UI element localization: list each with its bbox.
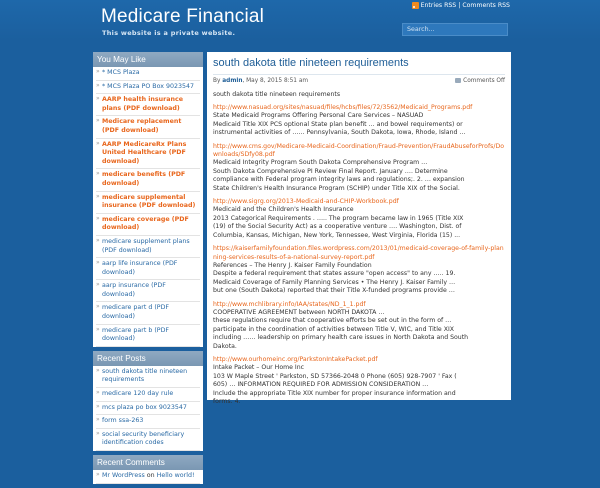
comment-bubble-icon — [455, 78, 461, 83]
search-result-entry — [213, 104, 505, 138]
sidebar — [93, 52, 203, 488]
list-item — [96, 81, 200, 95]
sidebar-link[interactable]: medicare part b (PDF download) — [102, 326, 170, 343]
search-result-entry — [213, 356, 505, 406]
rss-icon — [412, 2, 419, 9]
post-entries — [213, 104, 505, 406]
list-item — [96, 366, 200, 388]
site-title[interactable]: Medicare Financial — [101, 6, 265, 27]
result-link[interactable]: http://www.nasuad.org/sites/nasuad/files/hcbs/files/72/3562/Medicaid_Programs.pdf — [213, 104, 473, 111]
list-item — [96, 415, 200, 429]
sidebar-link[interactable]: social security beneficiary identification codes — [102, 430, 185, 447]
list-item — [96, 236, 200, 258]
result-snippet: Medicaid and the Children's Health Insurance 2013 Categorical Requirements . ….. The program became law in 1965 (Title XIX (19) of the Social Security Act) as a cooperative venture …. Washington, Dist. of Columbia, Kansas, Michigan, New York, Tennessee, West Virginia, Florida (15) ... — [213, 206, 464, 239]
search-input[interactable] — [402, 23, 508, 36]
post-byline — [213, 78, 308, 84]
list-item — [96, 429, 200, 451]
widget-title-you-may-like: You May Like — [93, 52, 203, 67]
post-intro: south dakota title nineteen requirements — [213, 91, 341, 98]
site-tagline: This website is a private website. — [102, 29, 236, 37]
you-may-like-list — [93, 67, 203, 347]
result-snippet: Intake Packet – Our Home Inc 103 W Maple Street ' Parkston, SD 57366-2048 0 Phone (605) 928-7907 ' Fax ( 605) … INFORMATION REQUIRED FOR ADMISSION CONSIDERATION … Include the appropriate Title XIX number for proper insurance information and forms. 4. — [213, 364, 457, 405]
post-meta — [213, 78, 505, 84]
comment-author-link[interactable]: Mr WordPress — [102, 472, 145, 479]
widget-recent-posts — [93, 351, 203, 451]
result-snippet: State Medicaid Programs Offering Personal Care Services – NASUAD Medicaid Title XIX PCS optional State plan benefit … and bowel requirements) or instrumental activities of …… Pennsylvania, South Dakota, Iowa, Rhode, Island … — [213, 112, 466, 137]
recent-posts-list — [93, 366, 203, 451]
sidebar-link[interactable]: medicare part d (PDF download) — [102, 304, 170, 321]
sidebar-link[interactable]: Medicare replacement (PDF download) — [102, 118, 182, 134]
sidebar-link[interactable]: form ssa-263 — [102, 417, 144, 425]
recent-comments-list — [93, 470, 203, 484]
site-header — [0, 0, 600, 40]
list-item — [96, 169, 200, 191]
sidebar-link[interactable]: AARP health insurance plans (PDF download) — [102, 96, 183, 112]
search-result-entry — [213, 143, 505, 193]
comment-on-label: on — [146, 472, 155, 479]
sidebar-link[interactable]: medicare coverage (PDF download) — [102, 215, 189, 232]
list-item — [96, 94, 200, 116]
widget-title-recent-comments: Recent Comments — [93, 455, 203, 470]
rss-separator: | — [458, 2, 461, 9]
list-item — [96, 325, 200, 347]
list-item — [96, 388, 200, 402]
sidebar-link[interactable]: aarp insurance (PDF download) — [102, 282, 166, 298]
result-snippet: Medicaid Integrity Program South Dakota Comprehensive Program … South Dakota Comprehensive PI Review Final Report. January …. Determine compliance with Federal program integrity laws and regulations;. 2. … expansion State Children's Health Insurance Program (SCHIP) under Title XIX of the Social. — [213, 159, 465, 192]
list-item — [96, 139, 200, 170]
entries-rss-link[interactable]: Entries RSS — [420, 2, 457, 9]
result-snippet: COOPERATIVE AGREEMENT between NORTH DAKOTA … these regulations require that cooperative efforts be set out in the form of … participate in the coordination of activities between Title V, WIC, and Title XIX including …… leadership on primary health care issues in North Dakota and South Dakota. — [213, 308, 469, 350]
sidebar-link[interactable]: medicare supplemental insurance (PDF download) — [102, 193, 196, 210]
list-item — [96, 192, 200, 214]
widget-title-recent-posts: Recent Posts — [93, 351, 203, 366]
comment-post-link[interactable]: Hello world! — [156, 472, 195, 479]
comments-off-label: Comments Off — [463, 78, 505, 84]
search-result-entry — [213, 301, 505, 351]
sidebar-link[interactable]: medicare 120 day rule — [102, 390, 174, 398]
result-link[interactable]: https://kaiserfamilyfoundation.files.wordpress.com/2013/01/medicaid-coverage-of-family-planning-services-results-of-a-national-survey-report.pdf — [213, 245, 504, 261]
sidebar-link[interactable]: * MCS Plaza PO Box 9023547 — [102, 82, 195, 90]
sidebar-link[interactable]: mcs plaza po box 9023547 — [102, 403, 187, 411]
list-item — [96, 116, 200, 138]
list-item — [96, 67, 200, 81]
result-link[interactable]: http://www.mchlibrary.info/IAA/states/ND_1_1.pdf — [213, 300, 366, 308]
post-title[interactable]: south dakota title nineteen requirements — [213, 57, 505, 75]
comments-status — [455, 78, 505, 84]
sidebar-link[interactable]: medicare supplement plans (PDF download) — [102, 237, 190, 254]
search-result-entry — [213, 198, 505, 240]
search-result-entry — [213, 245, 505, 295]
main-content — [207, 52, 511, 405]
sidebar-link[interactable]: * MCS Plaza — [102, 69, 140, 76]
list-item — [96, 302, 200, 324]
result-link[interactable]: http://www.cms.gov/Medicare-Medicaid-Coordination/Fraud-Prevention/FraudAbuseforProfs/Downloads/SDfy08.pdf — [213, 142, 504, 159]
list-item — [96, 258, 200, 280]
post-date: , May 8, 2015 8:51 am — [242, 78, 309, 84]
result-link[interactable]: http://www.ourhomeinc.org/ParkstonIntakePacket.pdf — [213, 355, 378, 363]
sidebar-link[interactable]: AARP MedicareRx Plans United Healthcare (PDF download) — [102, 140, 187, 165]
sidebar-link[interactable]: aarp life insurance (PDF download) — [102, 260, 178, 276]
list-item — [96, 470, 200, 484]
sidebar-link[interactable]: south dakota title nineteen requirements — [102, 367, 188, 384]
byline-by: By — [213, 78, 221, 84]
rss-links — [412, 2, 510, 9]
list-item — [96, 402, 200, 416]
list-item — [96, 280, 200, 302]
sidebar-link[interactable]: medicare benefits (PDF download) — [102, 171, 186, 187]
result-link[interactable]: http://www.sigrg.org/2013-Medicaid-and-CHIP-Workbook.pdf — [213, 198, 399, 206]
result-snippet: References – The Henry J. Kaiser Family Foundation Despite a federal requirement that states assure "open access" to any ….. 19. Medicaid Coverage of Family Planning Services • The Henry J. Kaiser Family … but one (South Dakota) reported that their Title X-funded programs provide … — [213, 261, 456, 295]
widget-you-may-like — [93, 52, 203, 347]
list-item — [96, 214, 200, 236]
comments-rss-link[interactable]: Comments RSS — [462, 2, 510, 9]
post-author-link[interactable]: admin — [222, 78, 243, 84]
widget-recent-comments — [93, 455, 203, 484]
